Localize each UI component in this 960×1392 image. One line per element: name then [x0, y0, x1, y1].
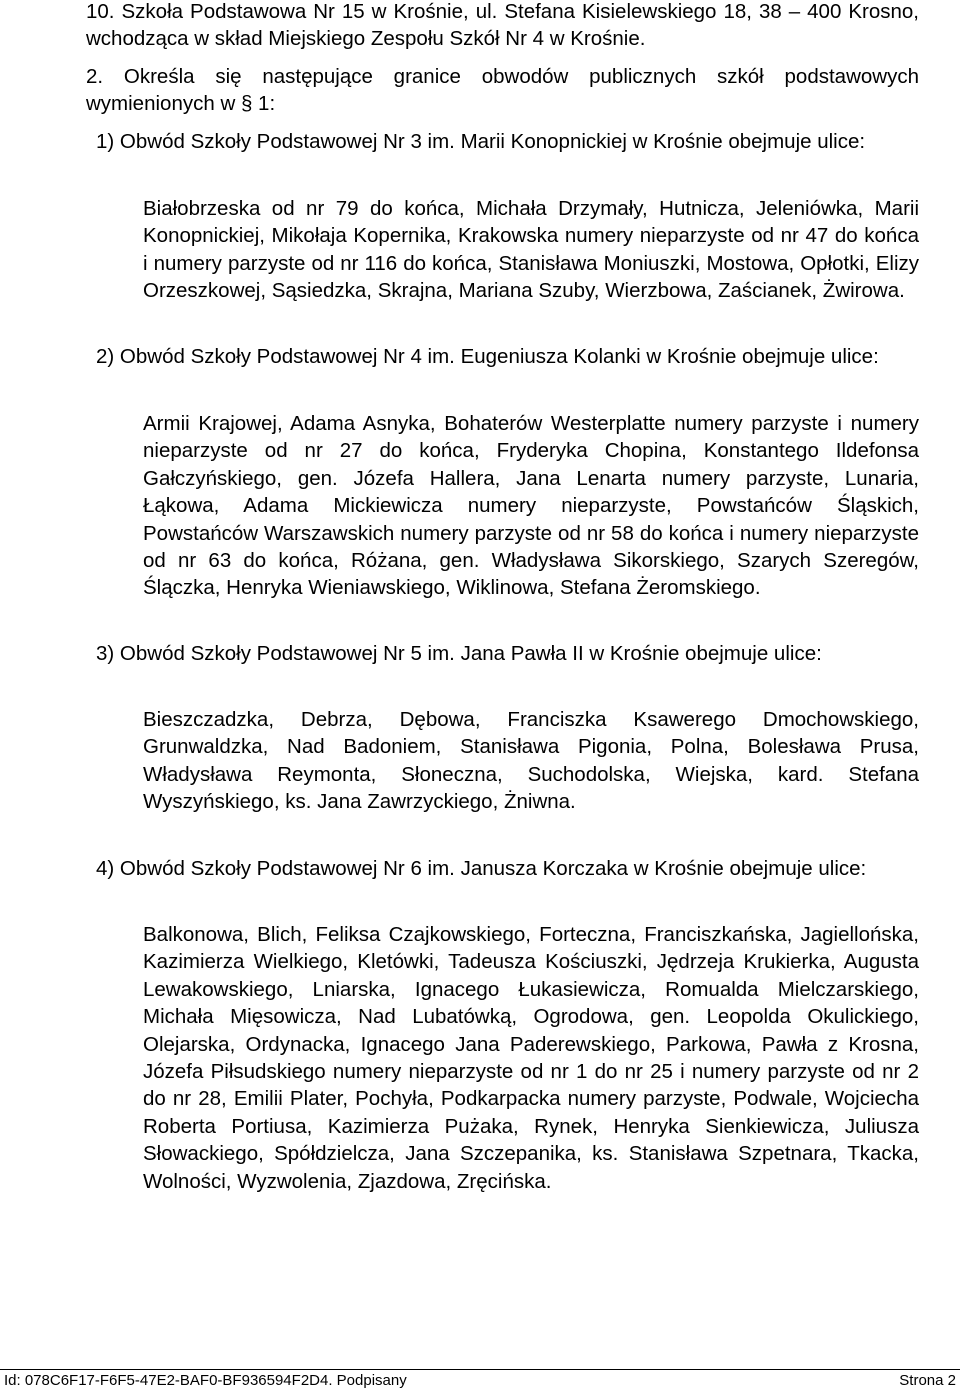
- page-footer: [0, 1369, 960, 1392]
- intro-paragraph: 10. Szkoła Podstawowa Nr 15 w Krośnie, ul. Stefana Kisielewskiego 18, 38 – 400 Krosno, wchodząca w skład Miejskiego Zespołu Szkół Nr 4 w Krośnie.: [86, 0, 919, 51]
- section-2-paragraph: 2. Określa się następujące granice obwodów publicznych szkół podstawowych wymienionych w § 1:: [86, 65, 919, 116]
- district-4-heading: 4) Obwód Szkoły Podstawowej Nr 6 im. Janusza Korczaka w Krośnie obejmuje ulice:: [96, 857, 867, 880]
- page-number: Strona 2: [899, 1372, 956, 1389]
- district-3-streets: Bieszczadzka, Debrza, Dębowa, Franciszka Ksawerego Dmochowskiego, Grunwaldzka, Nad Badoniem, Stanisława Pigonia, Polna, Bolesława Prusa, Władysława Reymonta, Słoneczna, Suchodolska, Wiejska, kard. Stefana Wyszyńskiego, ks. Jana Zawrzyckiego, Żniwna.: [143, 708, 919, 814]
- district-4-streets: Balkonowa, Blich, Feliksa Czajkowskiego, Forteczna, Franciszkańska, Jagiellońska, Kazimierza Wielkiego, Kletówki, Tadeusza Kościuszki, Jędrzeja Krukierka, Augusta Lewakowskiego, Lniarska, Ignacego Łukasiewicza, Romualda Mielczarskiego, Michała Mięsowicza, Nad Lubatówką, Ogrodowa, gen. Leopolda Okulickiego, Olejarska, Ordynacka, Ignacego Jana Paderewskiego, Parkowa, Pawła z Krosna, Józefa Piłsudskiego numery nieparzyste od nr 1 do nr 25 i numery parzyste od nr 2 do nr 28, Emilii Plater, Pochyła, Podkarpacka numery parzyste, Podwale, Wojciecha Roberta Portiusa, Kazimierza Pużaka, Rynek, Henryka Sienkiewicza, Juliusza Słowackiego, Spółdzielcza, Jana Szczepanika, ks. Stanisława Szpetnara, Tkacka, Wolności, Wyzwolenia, Zjazdowa, Zręcińska.: [143, 923, 919, 1193]
- district-1-heading: 1) Obwód Szkoły Podstawowej Nr 3 im. Marii Konopnickiej w Krośnie obejmuje ulice:: [96, 130, 866, 153]
- document-id: Id: 078C6F17-F6F5-47E2-BAF0-BF936594F2D4. Podpisany: [4, 1372, 407, 1389]
- district-3-heading: 3) Obwód Szkoły Podstawowej Nr 5 im. Jana Pawła II w Krośnie obejmuje ulice:: [96, 642, 822, 665]
- district-2-streets: Armii Krajowej, Adama Asnyka, Bohaterów Westerplatte numery parzyste i numery nieparzyste od nr 27 do końca, Fryderyka Chopina, Konstantego Ildefonsa Gałczyńskiego, gen. Józefa Hallera, Jana Lenarta numery parzyste, Lunaria, Łąkowa, Adama Mickiewicza numery nieparzyste, Powstańców Śląskich, Powstańców Warszawskich numery parzyste od nr 58 do końca i numery nieparzyste od nr 63 do końca, Różana, gen. Władysława Sikorskiego, Szarych Szeregów, Ślączka, Henryka Wieniawskiego, Wiklinowa, Stefana Żeromskiego.: [143, 412, 919, 600]
- district-1-streets: Białobrzeska od nr 79 do końca, Michała Drzymały, Hutnicza, Jeleniówka, Marii Konopnickiej, Mikołaja Kopernika, Krakowska numery nieparzyste od nr 47 do końca i numery parzyste od nr 116 do końca, Stanisława Moniuszki, Mostowa, Opłotki, Elizy Orzeszkowej, Sąsiedzka, Skrajna, Mariana Szuby, Wierzbowa, Zaścianek, Żwirowa.: [143, 197, 919, 303]
- district-2-heading: 2) Obwód Szkoły Podstawowej Nr 4 im. Eugeniusza Kolanki w Krośnie obejmuje ulice:: [96, 345, 879, 368]
